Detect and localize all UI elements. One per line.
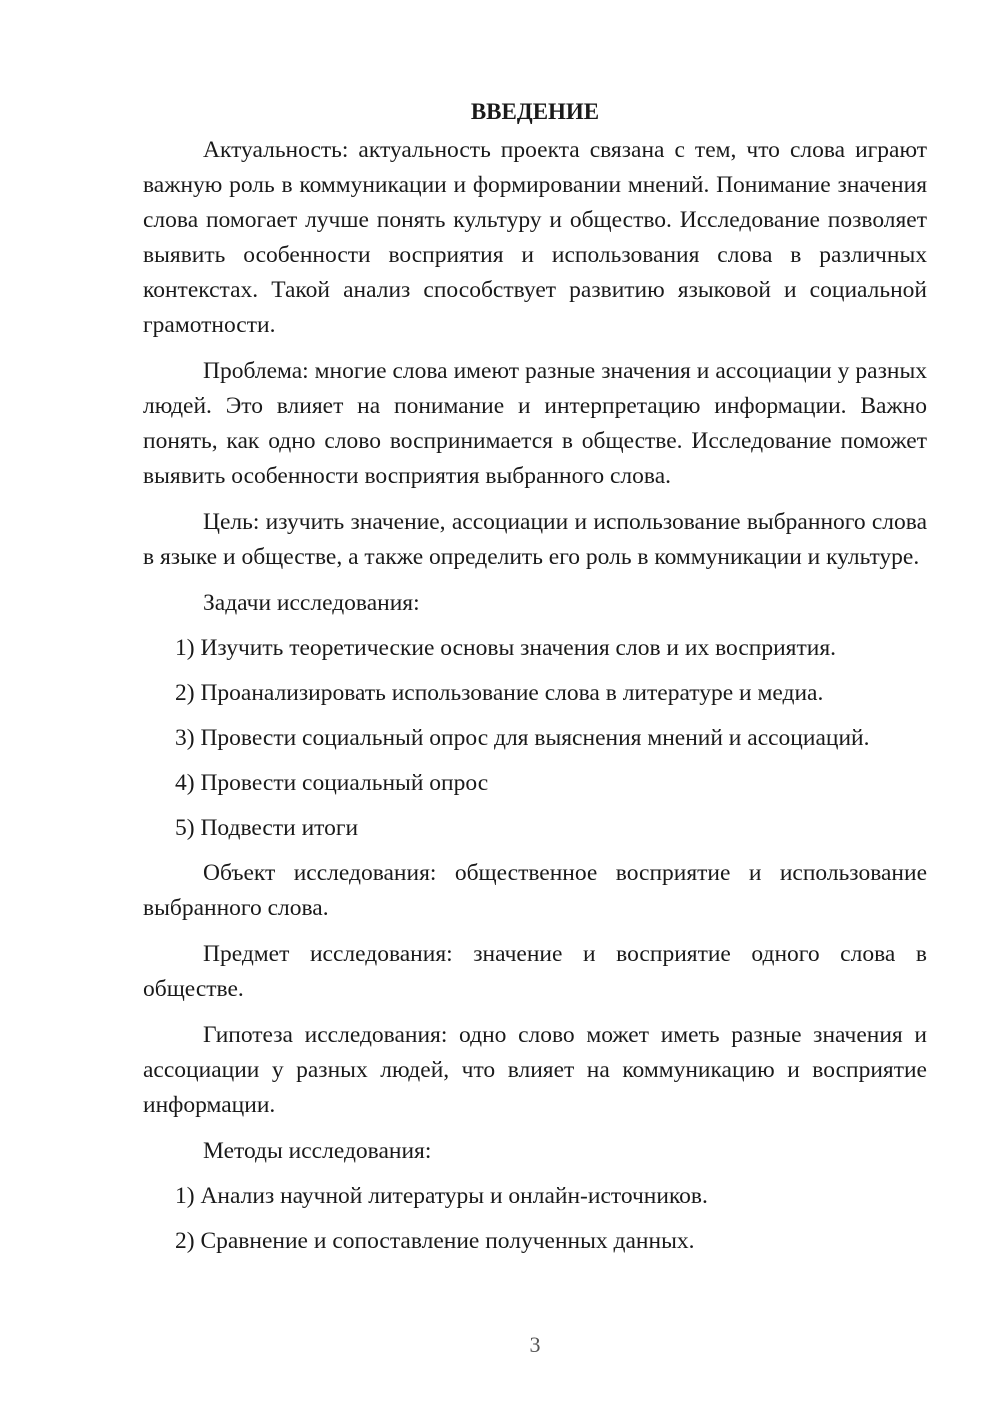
list-item: 1) Изучить теоретические основы значения слов и их восприятия. (175, 635, 837, 661)
relevance-paragraph: Актуальность: актуальность проекта связана с тем, что слова играют важную роль в коммуникации и формировании мнений. Понимание значения слова помогает лучше понять культуру и общество. Исследование позволяет выявить особенности восприятия и использования слова в различных контекстах. Такой анализ способствует развитию языковой и социальной грамотности. (143, 137, 927, 338)
list-item: 2) Сравнение и сопоставление полученных данных. (175, 1228, 695, 1254)
page-number: 3 (529, 1332, 541, 1357)
hypothesis-paragraph: Гипотеза исследования: одно слово может иметь разные значения и ассоциации у разных людей, что влияет на коммуникацию и восприятие информации. (143, 1022, 927, 1118)
list-item: 1) Анализ научной литературы и онлайн-источников. (175, 1183, 708, 1209)
methods-list (143, 1179, 927, 1259)
goal-paragraph: Цель: изучить значение, ассоциации и использование выбранного слова в языке и обществе, а также определить его роль в коммуникации и культуре. (143, 509, 927, 570)
tasks-heading: Задачи исследования: (203, 590, 420, 616)
tasks-list (143, 631, 927, 846)
list-item: 3) Провести социальный опрос для выяснения мнений и ассоциаций. (175, 725, 870, 751)
problem-paragraph: Проблема: многие слова имеют разные значения и ассоциации у разных людей. Это влияет на понимание и интерпретацию информации. Важно понять, как одно слово воспринимается в обществе. Исследование поможет выявить особенности восприятия выбранного слова. (143, 358, 927, 489)
list-item: 4) Провести социальный опрос (175, 770, 489, 796)
page-title: ВВЕДЕНИЕ (470, 99, 600, 124)
object-paragraph: Объект исследования: общественное восприятие и использование выбранного слова. (143, 860, 927, 921)
list-item: 2) Проанализировать использование слова в литературе и медиа. (175, 680, 824, 706)
list-item: 5) Подвести итоги (175, 815, 359, 841)
document-body (143, 97, 927, 1269)
subject-paragraph: Предмет исследования: значение и восприятие одного слова в обществе. (143, 941, 927, 1002)
methods-heading: Методы исследования: (203, 1138, 432, 1164)
